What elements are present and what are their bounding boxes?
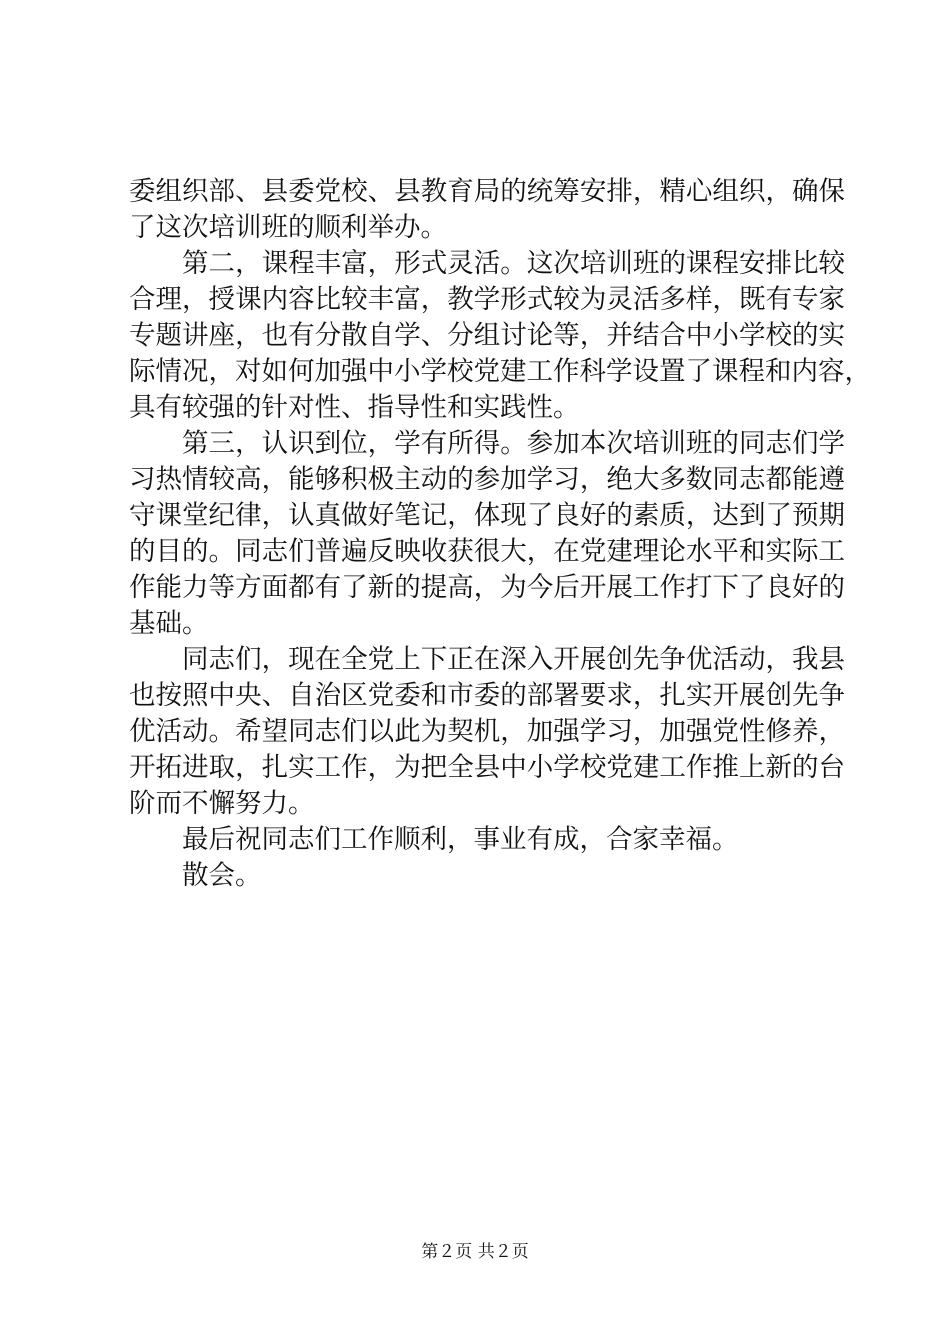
text-line: 第三，认识到位，学有所得。参加本次培训班的同志们学 bbox=[129, 428, 845, 459]
text-line: 习热情较高，能够积极主动的参加学习，绝大多数同志都能遵 bbox=[129, 464, 845, 495]
text-line: 际情况，对如何加强中小学校党建工作科学设置了课程和内容， bbox=[129, 356, 871, 387]
text-line: 作能力等方面都有了新的提高，为今后开展工作打下了良好的 bbox=[129, 572, 845, 603]
text-line: 合理，授课内容比较丰富，教学形式较为灵活多样，既有专家 bbox=[129, 284, 845, 315]
text-line: 第二，课程丰富，形式灵活。这次培训班的课程安排比较 bbox=[129, 248, 845, 279]
text-line: 基础。 bbox=[129, 608, 209, 639]
text-line: 具有较强的针对性、指导性和实践性。 bbox=[129, 392, 580, 423]
text-line: 最后祝同志们工作顺利，事业有成，合家幸福。 bbox=[129, 824, 739, 855]
text-line: 了这次培训班的顺利举办。 bbox=[129, 212, 447, 243]
text-line: 专题讲座，也有分散自学、分组讨论等，并结合中小学校的实 bbox=[129, 320, 845, 351]
text-line: 优活动。希望同志们以此为契机，加强学习，加强党性修养， bbox=[129, 716, 845, 747]
text-line: 同志们，现在全党上下正在深入开展创先争优活动，我县 bbox=[129, 644, 845, 675]
text-line: 委组织部、县委党校、县教育局的统筹安排，精心组织，确保 bbox=[129, 176, 845, 207]
text-line: 开拓进取，扎实工作，为把全县中小学校党建工作推上新的台 bbox=[129, 752, 845, 783]
text-line: 也按照中央、自治区党委和市委的部署要求，扎实开展创先争 bbox=[129, 680, 845, 711]
text-line: 守课堂纪律，认真做好笔记，体现了良好的素质，达到了预期 bbox=[129, 500, 845, 531]
page-number-footer: 第２页 共２页 bbox=[421, 1242, 529, 1262]
text-line: 散会。 bbox=[129, 860, 262, 891]
text-line: 阶而不懈努力。 bbox=[129, 788, 315, 819]
text-line: 的目的。同志们普遍反映收获很大，在党建理论水平和实际工 bbox=[129, 536, 845, 567]
